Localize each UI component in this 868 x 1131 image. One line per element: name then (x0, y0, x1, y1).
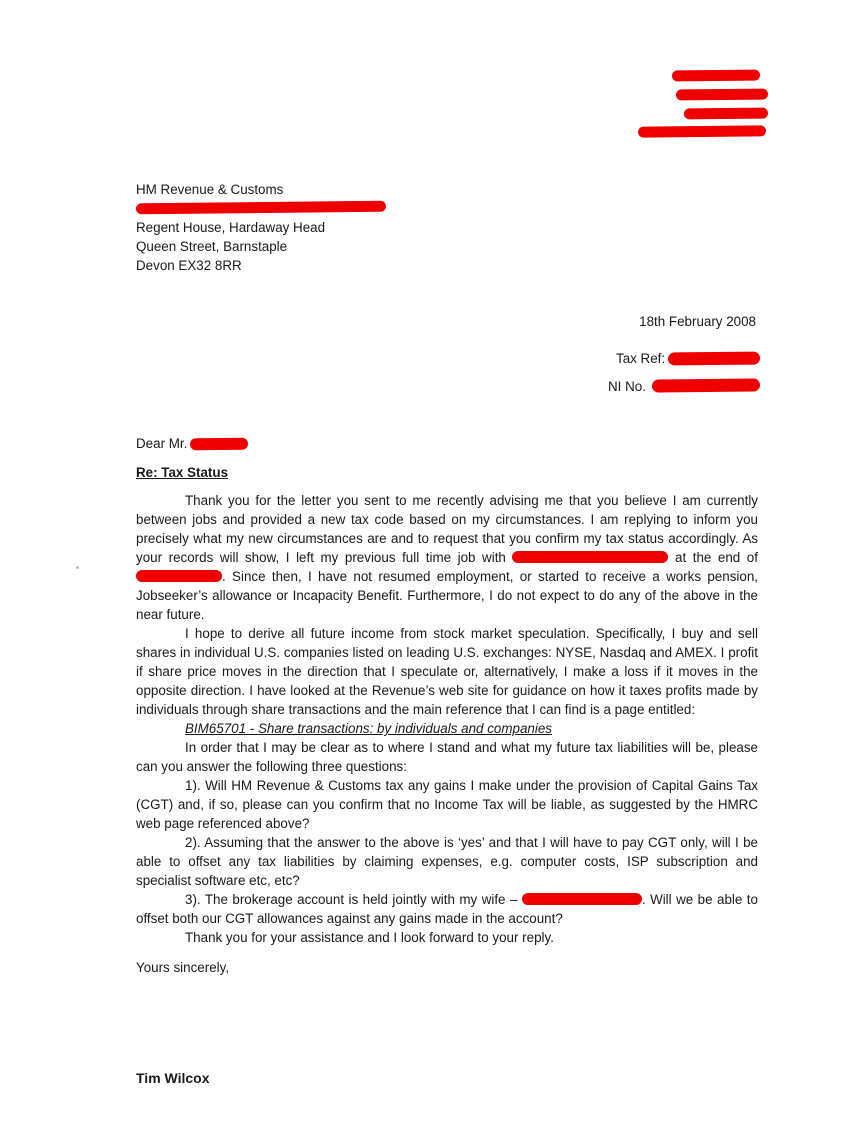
paragraph-1-part-b: at the end of (675, 550, 758, 565)
tax-ref-redacted (668, 352, 760, 366)
recipient-line-4: Queen Street, Barnstaple (136, 239, 288, 254)
paragraph-1 (136, 491, 758, 624)
paper-speck (76, 566, 79, 569)
hmrc-reference-link[interactable]: BIM65701 - Share transactions: by individuals and companies (185, 721, 552, 736)
recipient-line-3: Regent House, Hardaway Head (136, 220, 326, 235)
subject-line: Re: Tax Status (136, 465, 229, 480)
redaction-mark (672, 70, 760, 82)
paragraph-2: I hope to derive all future income from stock market speculation. Specifically, I buy and sell shares in individual U.S. companies listed on leading U.S. exchanges: NYSE, Nasdaq and AMEX. I profit if share price moves in the direction that I speculate or, alternatively, I make a loss if it moves in the opposite direction. I have looked at the Revenue’s web site for guidance on how it taxes profits made by individuals through share transactions and the main reference that I can find is a page entitled: (136, 626, 758, 717)
tax-ref-label: Tax Ref: (616, 351, 666, 366)
paragraph-1-part-a: Thank you for the letter you sent to me recently advising me that you believe I am currently between jobs and provided a new tax code based on my circumstances. I am replying to inform you precisely what my new circumstances are and to request that you confirm my tax status accordingly. As your records will show, I left my previous full time job with (136, 493, 758, 565)
ni-number-redacted (652, 378, 760, 392)
leave-date-redacted (136, 570, 222, 582)
recipient-line-5: Devon EX32 8RR (136, 258, 242, 273)
letter-body (136, 491, 758, 947)
redaction-mark (676, 89, 768, 101)
ni-number-label: NI No. (608, 379, 646, 394)
closing-paragraph: Thank you for your assistance and I look forward to your reply. (185, 930, 554, 945)
question-1: 1). Will HM Revenue & Customs tax any gains I make under the provision of Capital Gains Tax (CGT) and, if so, please can you confirm that no Income Tax will be liable, as suggested by the HMRC web page referenced above? (136, 778, 758, 831)
paragraph-3: In order that I may be clear as to where I stand and what my future tax liabilities will be, please can you answer the following three questions: (136, 740, 758, 774)
question-3 (136, 890, 758, 928)
letter-date: 18th February 2008 (639, 314, 756, 329)
paragraph-1-part-c: . Since then, I have not resumed employment, or started to receive a works pension, Jobseeker’s allowance or Incapacity Benefit. Furthermore, I do not expect to do any of the above in the near future. (136, 569, 758, 622)
recipient-name-redacted (190, 438, 248, 451)
question-2: 2). Assuming that the answer to the above is ‘yes’ and that I will have to pay CGT only, will I be able to offset any tax liabilities by claiming expenses, e.g. computer costs, ISP subscription and specialist software etc, etc? (136, 835, 758, 888)
redaction-mark (684, 108, 768, 120)
salutation-text: Dear Mr. (136, 436, 188, 451)
recipient-line-1: HM Revenue & Customs (136, 182, 284, 197)
recipient-line-2-redacted (136, 201, 386, 215)
redaction-mark (638, 125, 766, 137)
signature-name: Tim Wilcox (136, 1070, 210, 1086)
question-3-part-a: 3). The brokerage account is held jointly with my wife – (185, 892, 518, 907)
salutation (136, 434, 187, 453)
wife-name-redacted (522, 893, 642, 905)
signoff: Yours sincerely, (136, 960, 230, 975)
question-3-part-b: . Will we be able to offset both our CGT allowances against any gains made in the account? (136, 892, 758, 926)
employer-redacted (512, 551, 668, 563)
